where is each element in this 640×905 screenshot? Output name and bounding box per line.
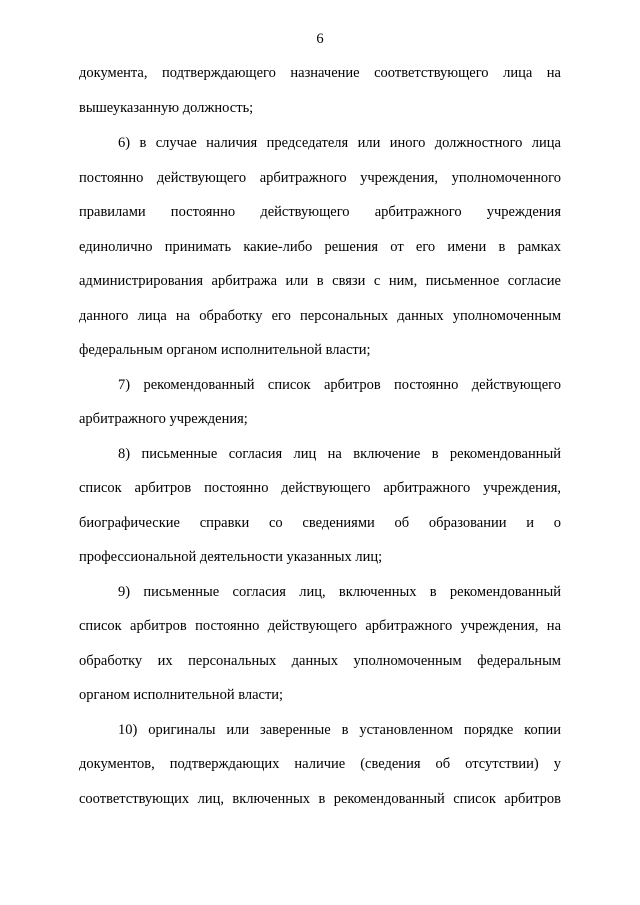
text-line: 7) рекомендованный список арбитров постоянно действующего <box>118 377 561 393</box>
text-line: 8) письменные согласия лиц на включение в рекомендованный <box>118 446 561 462</box>
text-line: список арбитров постоянно действующего арбитражного учреждения, на <box>79 618 561 634</box>
text-line: федеральным органом исполнительной власти; <box>79 342 371 358</box>
page-number: 6 <box>316 31 324 47</box>
text-line: постоянно действующего арбитражного учреждения, уполномоченного <box>79 170 561 186</box>
text-line: профессиональной деятельности указанных лиц; <box>79 549 383 565</box>
text-line: обработку их персональных данных уполномоченным федеральным <box>79 653 561 669</box>
text-line: 6) в случае наличия председателя или иного должностного лица <box>118 135 561 151</box>
text-line: документа, подтверждающего назначение соответствующего лица на <box>79 65 561 81</box>
text-line: вышеуказанную должность; <box>79 100 254 116</box>
text-line: биографические справки со сведениями об образовании и о <box>79 515 561 531</box>
text-line: данного лица на обработку его персональных данных уполномоченным <box>79 308 561 324</box>
text-line: 10) оригиналы или заверенные в установленном порядке копии <box>118 722 561 738</box>
text-line: администрирования арбитража или в связи с ним, письменное согласие <box>79 273 561 289</box>
text-line: органом исполнительной власти; <box>79 687 284 703</box>
text-line: правилами постоянно действующего арбитражного учреждения <box>79 204 561 220</box>
text-line: список арбитров постоянно действующего арбитражного учреждения, <box>79 480 561 496</box>
text-line: арбитражного учреждения; <box>79 411 248 427</box>
text-line: 9) письменные согласия лиц, включенных в рекомендованный <box>118 584 561 600</box>
text-line: единолично принимать какие-либо решения от его имени в рамках <box>79 239 561 255</box>
text-line: документов, подтверждающих наличие (сведения об отсутствии) у <box>79 756 561 772</box>
text-line: соответствующих лиц, включенных в рекомендованный список арбитров <box>79 791 561 807</box>
